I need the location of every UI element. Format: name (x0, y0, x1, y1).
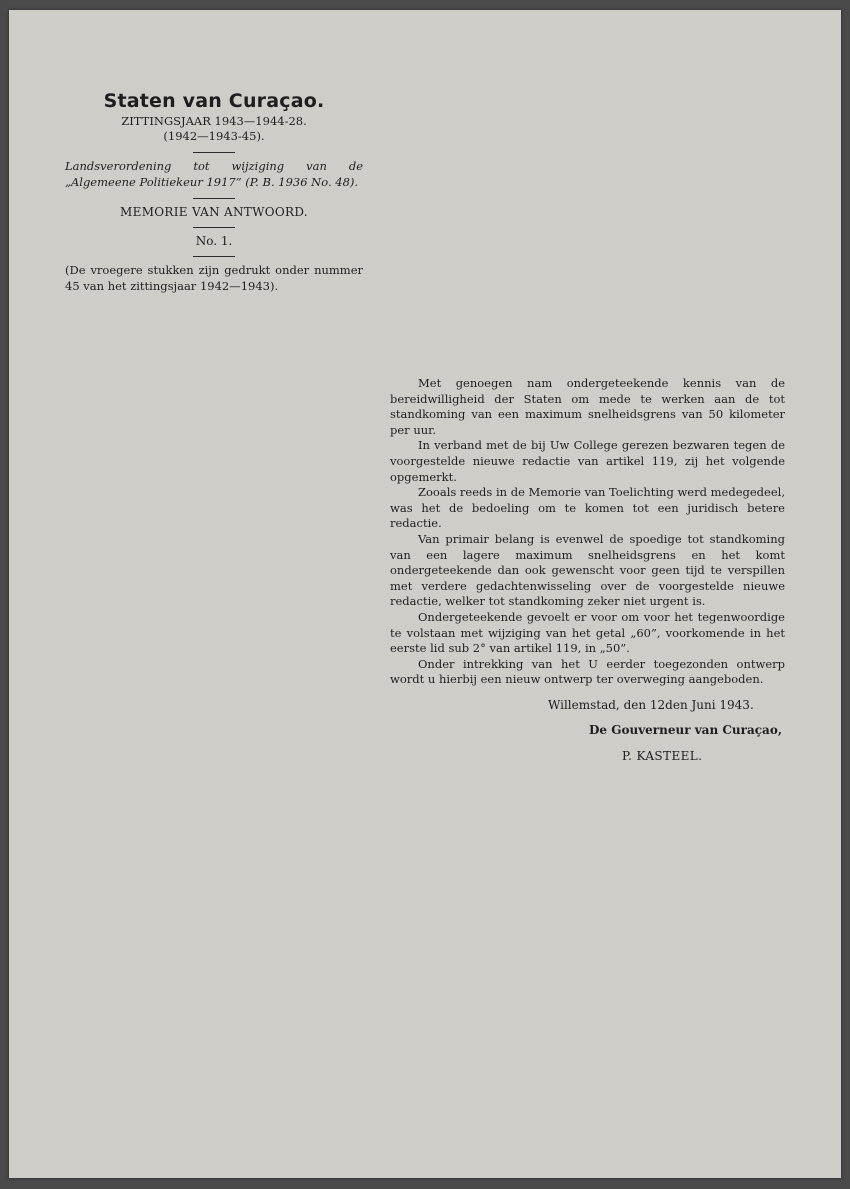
body-paragraph: In verband met de bij Uw College gerezen bezwaren tegen de voorgestelde nieuwe redactie van artikel 119, zij het volgende opgemerkt. (390, 438, 785, 484)
signatory-title: De Gouverneur van Curaçao, (589, 723, 782, 738)
document-number: No. 1. (195, 234, 233, 248)
document-header (65, 90, 363, 294)
place-and-date: Willemstad, den 12den Juni 1943. (548, 697, 754, 712)
body-paragraph: Ondergeteekende gevoelt er voor om voor het tegenwoordige te volstaan met wijziging van het getal „60”, voorkomende in het eerste lid sub 2° van artikel 119, in „50”. (390, 609, 785, 656)
prior-documents-note: (De vroegere stukken zijn gedrukt onder nummer 45 van het zittingsjaar 1942—1943). (65, 263, 363, 293)
body-paragraph: Met genoegen nam ondergeteekende kennis van de bereidwilligheid der Staten om mede te werken aan de tot standkoming van een maximum snelheidsgrens van 50 kilometer per uur. (390, 376, 785, 437)
divider (193, 227, 235, 228)
body-paragraph: Van primair belang is evenwel de spoedige tot standkoming van een lagere maximum snelheidsgrens en het komt ondergeteekende dan ook gewenscht voor geen tijd te verspillen met verdere gedachtenwisseling over de voorgestelde nieuwe redactie, welker tot standkoming zeker niet urgent is. (390, 531, 785, 609)
signer-name: P. KASTEEL. (622, 749, 703, 764)
session-year-line: ZITTINGSJAAR 1943—1944-28. (121, 114, 307, 128)
session-reference-line: (1942—1943-45). (163, 129, 265, 143)
body-paragraph: Zooals reeds in de Memorie van Toelichting werd medegedeel, was het de bedoeling om te komen tot een juridisch betere redactie. (390, 485, 785, 531)
document-title: Staten van Curaçao. (103, 90, 325, 112)
divider (193, 198, 235, 199)
divider (193, 256, 235, 257)
memo-body (390, 376, 785, 765)
memo-title: MEMORIE VAN ANTWOORD. (120, 205, 308, 219)
body-paragraph: Onder intrekking van het U eerder toegezonden ontwerp wordt u hierbij een nieuw ontwerp ter overweging aangeboden. (390, 656, 785, 687)
document-subject: Landsverordening tot wijziging van de „Algemeene Politiekeur 1917” (P. B. 1936 No. 48). (65, 159, 363, 189)
divider (193, 152, 235, 153)
document-page (9, 10, 841, 1178)
